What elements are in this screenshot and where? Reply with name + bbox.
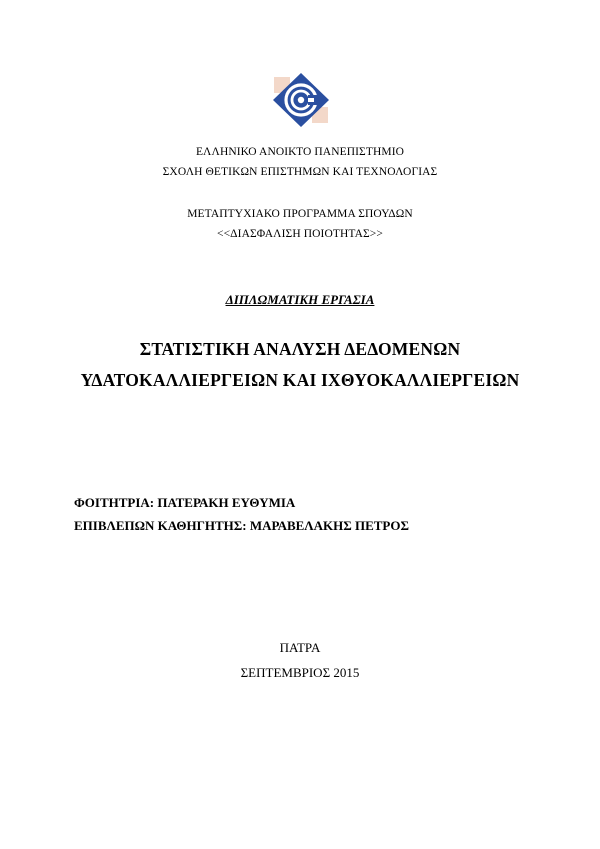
program-name: <<ΔΙΑΣΦΑΛΙΣΗ ΠΟΙΟΤΗΤΑΣ>> xyxy=(217,228,383,240)
city: ΠΑΤΡΑ xyxy=(279,640,321,655)
document-type: ΔΙΠΛΩΜΑΤΙΚΗ ΕΡΓΑΣΙΑ xyxy=(225,292,375,307)
student-name: ΦΟΙΤΗΤΡΙΑ: ΠΑΤΕΡΑΚΗ ΕΥΘΥΜΙΑ xyxy=(74,495,296,510)
program-label: ΜΕΤΑΠΤΥΧΙΑΚΟ ΠΡΟΓΡΑΜΜΑ ΣΠΟΥΔΩΝ xyxy=(187,208,413,220)
thesis-title-line-2: ΥΔΑΤΟΚΑΛΛΙΕΡΓΕΙΩΝ ΚΑΙ ΙΧΘΥΟΚΑΛΛΙΕΡΓΕΙΩΝ xyxy=(80,370,520,390)
thesis-title-line-1: ΣΤΑΤΙΣΤΙΚΗ ΑΝΑΛΥΣΗ ΔΕΔΟΜΕΝΩΝ xyxy=(139,339,461,359)
university-logo-icon xyxy=(270,71,332,129)
university-name: ΕΛΛΗΝΙΚΟ ΑΝΟΙΚΤΟ ΠΑΝΕΠΙΣΤΗΜΙΟ xyxy=(195,146,405,158)
supervisor-name: ΕΠΙΒΛΕΠΩΝ ΚΑΘΗΓΗΤΗΣ: ΜΑΡΑΒΕΛΑΚΗΣ ΠΕΤΡΟΣ xyxy=(74,518,409,533)
date: ΣΕΠΤΕΜΒΡΙΟΣ 2015 xyxy=(240,665,360,680)
school-name: ΣΧΟΛΗ ΘΕΤΙΚΩΝ ΕΠΙΣΤΗΜΩΝ ΚΑΙ ΤΕΧΝΟΛΟΓΙΑΣ xyxy=(162,166,438,178)
